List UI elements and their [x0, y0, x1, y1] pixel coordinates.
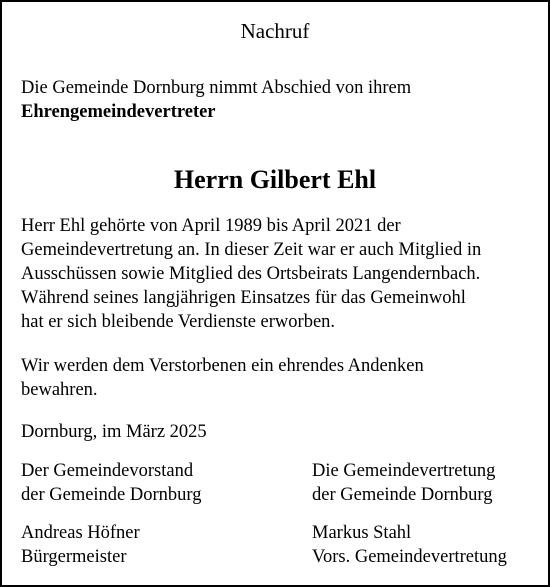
- closing-line: bewahren.: [21, 380, 98, 400]
- intro-text: [21, 76, 411, 124]
- signature-municipal-council: [312, 459, 495, 507]
- signature-municipal-board: [21, 459, 202, 507]
- signature-line: Die Gemeindevertretung: [312, 461, 496, 481]
- signature-name: Markus Stahl: [312, 523, 412, 543]
- signature-role: Bürgermeister: [21, 547, 127, 567]
- signature-line: Der Gemeindevorstand: [21, 461, 194, 481]
- intro-honorary-title: Ehrengemeindevertreter: [21, 102, 216, 122]
- tribute-line: Gemeindevertretung an. In dieser Zeit war er auch Mitglied in: [21, 240, 482, 260]
- tribute-paragraph: [21, 214, 541, 334]
- signature-line: der Gemeinde Dornburg: [21, 485, 202, 505]
- signature-council-chair: [312, 521, 507, 569]
- signature-mayor: [21, 521, 140, 569]
- closing-line: Wir werden dem Verstorbenen ein ehrendes Andenken: [21, 356, 424, 376]
- tribute-line: Ausschüssen sowie Mitglied des Ortsbeirats Langendernbach.: [21, 264, 481, 284]
- tribute-line: Herr Ehl gehörte von April 1989 bis April 2021 der: [21, 216, 401, 236]
- notice-title: Nachruf: [240, 19, 310, 43]
- signature-name: Andreas Höfner: [21, 523, 140, 543]
- intro-line: Die Gemeinde Dornburg nimmt Abschied von ihrem: [21, 78, 412, 98]
- deceased-name: Herrn Gilbert Ehl: [173, 165, 377, 194]
- tribute-line: Während seines langjährigen Einsatzes für das Gemeinwohl: [21, 288, 466, 308]
- signature-role: Vors. Gemeindevertretung: [312, 547, 507, 567]
- signature-line: der Gemeinde Dornburg: [312, 485, 493, 505]
- tribute-line: hat er sich bleibende Verdienste erworben.: [21, 312, 336, 332]
- closing-paragraph: [21, 354, 424, 402]
- place-date: Dornburg, im März 2025: [21, 422, 207, 442]
